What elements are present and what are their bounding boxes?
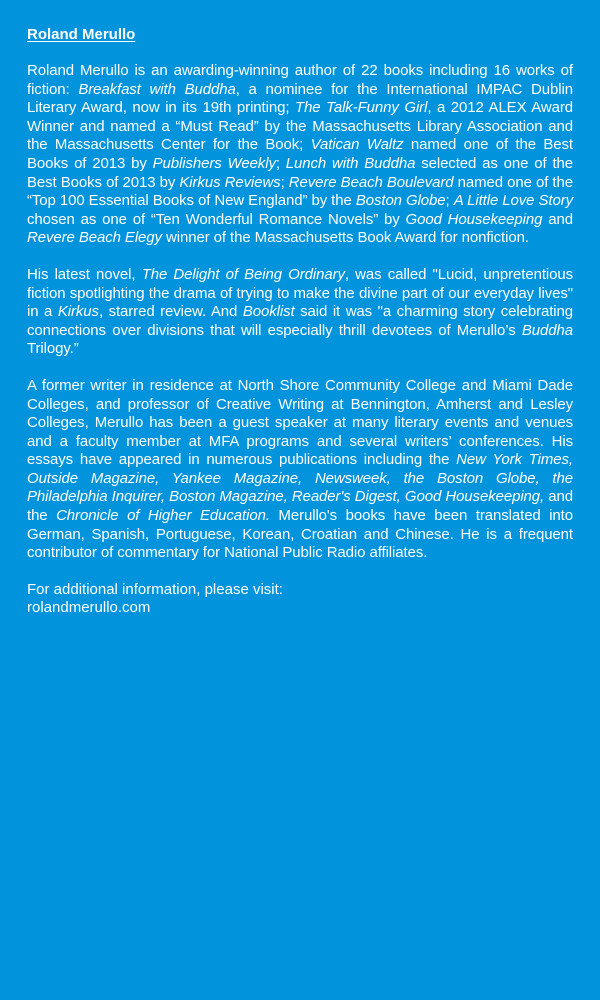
- text: A former writer in residence at North Shore Community College and Miami Dade Colleges, and professor of Creative Writing at Bennington, Amherst and Lesley Colleges, Merullo has been a guest speaker at many literary events and venues and a faculty member at MFA programs and several writers’ conferences. His essays have appeared in numerous publications including the: [27, 376, 573, 469]
- bio-paragraph-career: [27, 377, 573, 563]
- text: ;: [280, 173, 289, 191]
- text: and: [542, 210, 573, 228]
- text: said it was "a charming story celebrating connections over divisions that will especially thrill devotees of Merullo’s: [27, 303, 573, 339]
- book-title: Lunch with Buddha: [285, 154, 416, 172]
- publication-name: Good Housekeeping: [405, 210, 543, 228]
- text: ;: [275, 154, 286, 172]
- author-name-heading: Roland Merullo: [27, 26, 136, 43]
- text: , a 2012 ALEX Award Winner and named a “Must Read” by the Massachusetts Library Association and the Massachusetts Center for the Book;: [27, 99, 574, 154]
- text: named one of the Best Books of 2013 by: [27, 136, 573, 172]
- text: selected as one of the Best Books of 2013 by: [27, 154, 573, 191]
- text: Trilogy.”: [27, 340, 79, 358]
- book-title: Breakfast with Buddha: [78, 80, 236, 98]
- publication-name: Kirkus Reviews: [179, 173, 281, 191]
- publication-name: Publishers Weekly: [152, 154, 276, 172]
- series-title: Buddha: [521, 321, 573, 339]
- bio-paragraph-awards: [27, 62, 573, 248]
- text: , was called "Lucid, unpretentious fiction spotlighting the drama of trying to make the divine part of our everyday lives" in a: [27, 265, 574, 321]
- text: Merullo's books have been translated into German, Spanish, Portuguese, Korean, Croatian and Chinese. He is a frequent contributor of commentary for National Public Radio affiliates.: [27, 507, 573, 562]
- contact-label: For additional information, please visit:: [27, 580, 283, 598]
- contact-info: [27, 581, 573, 618]
- publication-name: Boston Globe: [355, 192, 446, 210]
- text: , a nominee for the International IMPAC Dublin Literary Award, now in its 19th printing;: [27, 80, 573, 117]
- bio-paragraph-latest-novel: [27, 266, 573, 359]
- book-title: The Talk-Funny Girl: [295, 99, 428, 117]
- book-title: Revere Beach Boulevard: [288, 173, 454, 191]
- publication-name: Chronicle of Higher Education.: [56, 507, 270, 525]
- text: His latest novel,: [27, 265, 142, 283]
- text: Roland Merullo is an awarding-winning author of 22 books including 16 works of fiction:: [27, 62, 573, 98]
- publication-list: New York Times, Outside Magazine, Yankee Magazine, Newsweek, the Boston Globe, the Philadelphia Inquirer, Boston Magazine, Reader's Digest, Good Housekeeping,: [27, 451, 573, 506]
- text: named one of the “Top 100 Essential Books of New England” by the: [27, 173, 573, 210]
- website-link[interactable]: rolandmerullo.com: [27, 599, 151, 617]
- text: chosen as one of “Ten Wonderful Romance Novels” by: [27, 210, 406, 228]
- book-title: Revere Beach Elegy: [27, 229, 162, 247]
- book-title: A Little Love Story: [453, 192, 574, 210]
- book-title: Vatican Waltz: [310, 136, 404, 154]
- text: and the: [27, 488, 573, 525]
- text: winner of the Massachusetts Book Award for nonfiction.: [161, 229, 529, 247]
- text: , starred review. And: [98, 303, 243, 321]
- publication-name: Kirkus: [57, 303, 99, 321]
- publication-name: Booklist: [242, 303, 295, 321]
- text: ;: [445, 192, 454, 210]
- book-title: The Delight of Being Ordinary: [141, 265, 345, 283]
